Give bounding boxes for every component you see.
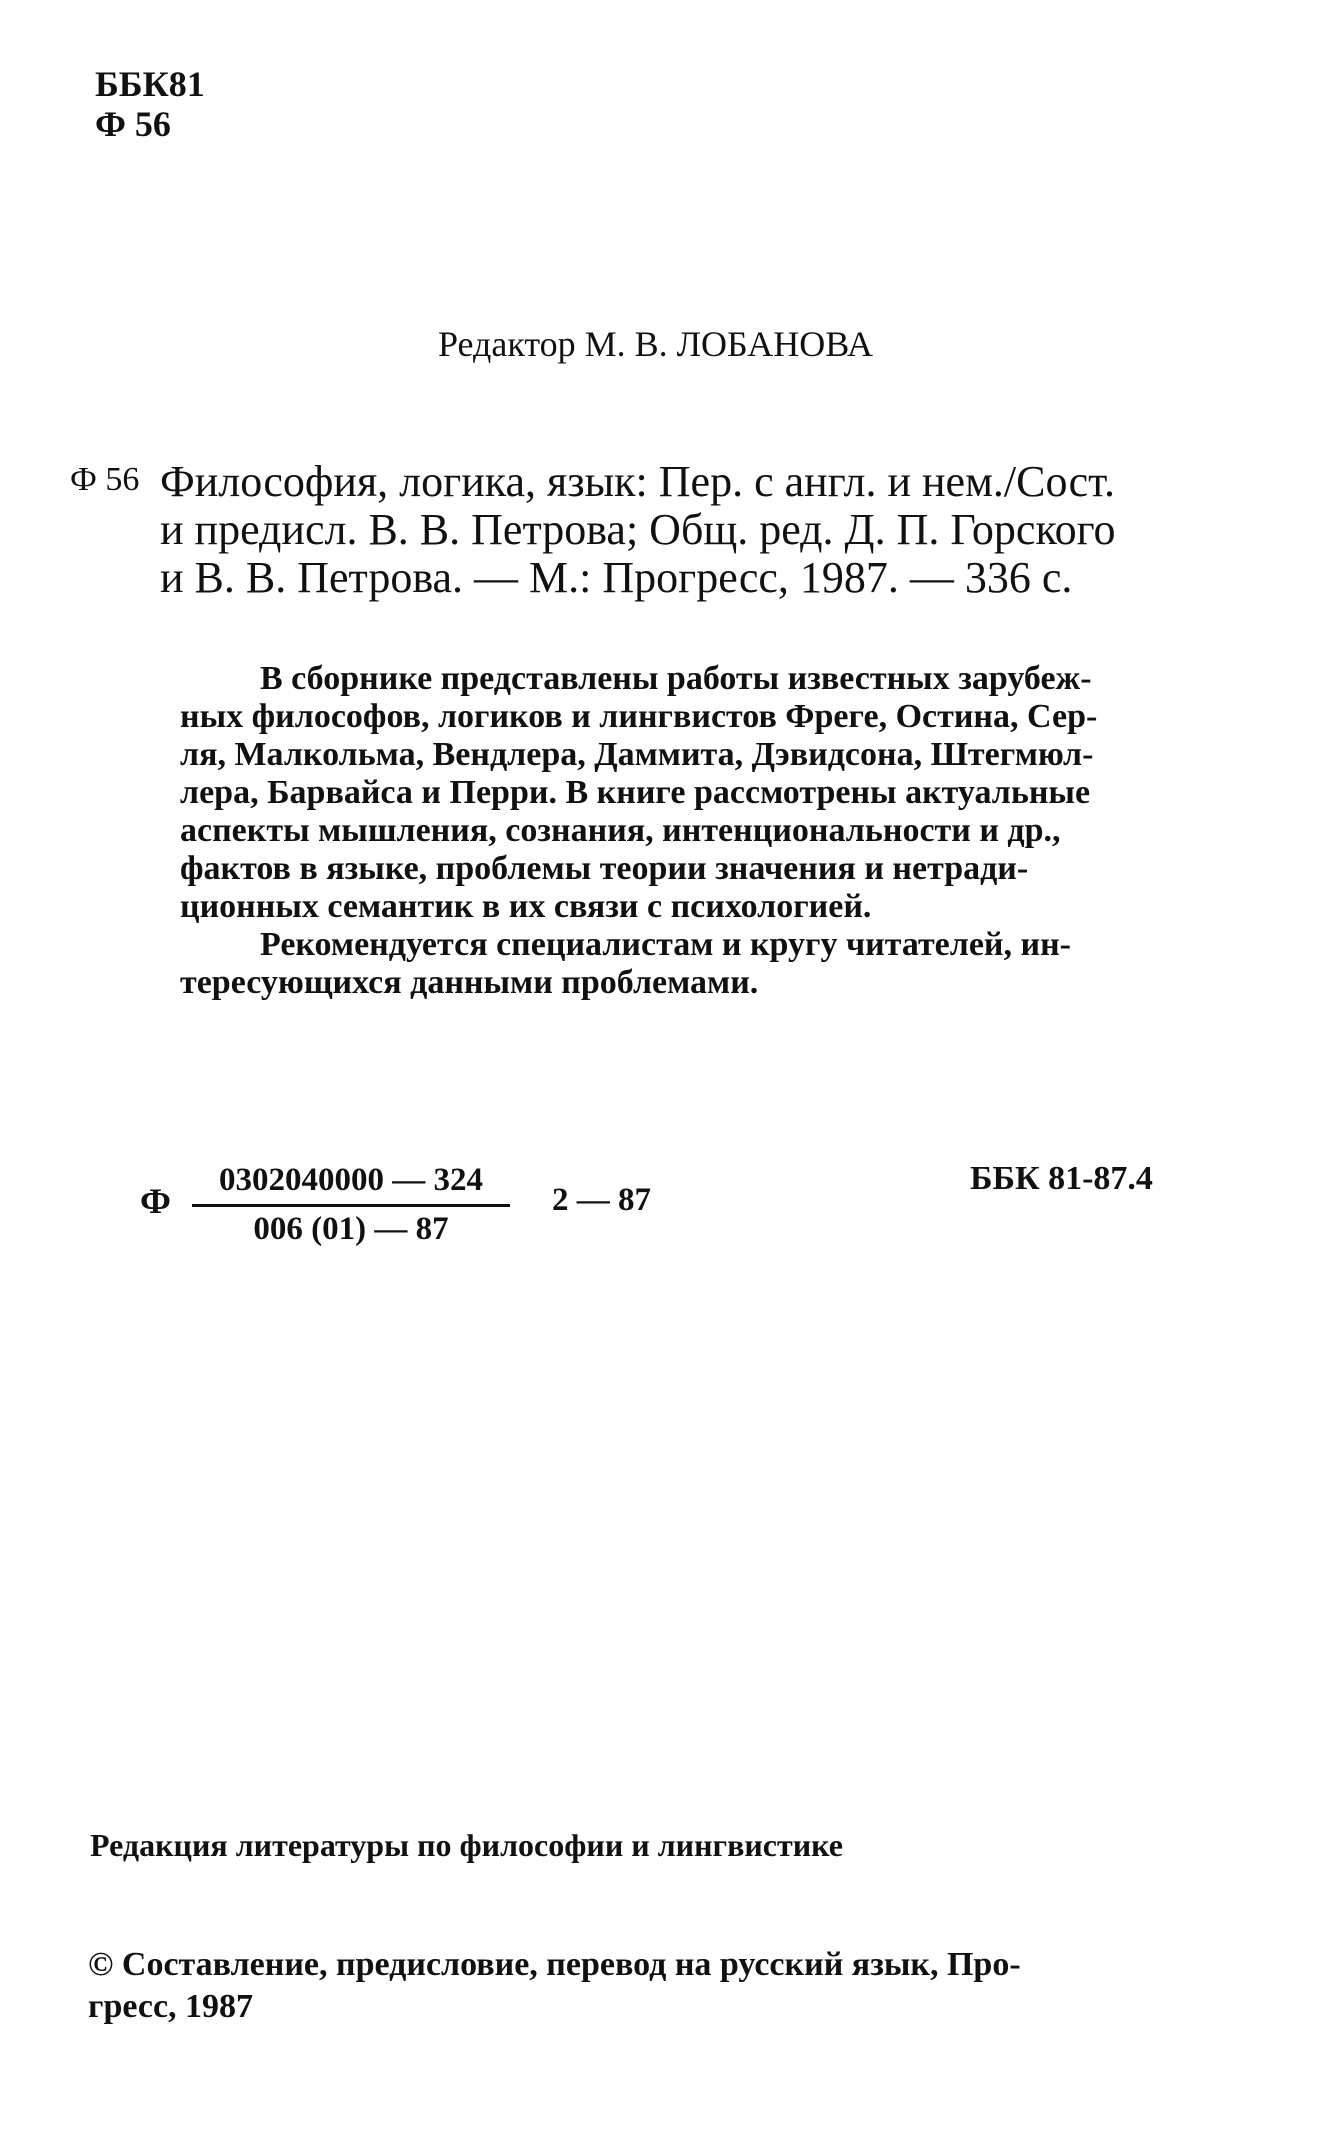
imprint-fraction xyxy=(192,1160,510,1249)
annotation-paragraph xyxy=(180,926,1262,964)
annotation-line: ционных семантик в их связи с психологией. xyxy=(180,888,872,925)
bbk-code: ББК81 xyxy=(95,64,205,104)
entry-line: и предисл. В. В. Петрова; Общ. ред. Д. П. Горского xyxy=(160,505,1116,554)
annotation-line: тересующихся данными проблемами. xyxy=(180,964,759,1001)
copyright-block xyxy=(88,1944,1254,2028)
copyright-line xyxy=(88,1944,1254,1986)
editor-line: Редактор М. В. ЛОБАНОВА xyxy=(438,324,873,364)
annotation-line: В сборнике представлены работы известных зарубеж- xyxy=(260,660,1092,697)
entry-line: Философия, логика, язык: Пер. с англ. и нем./Сост. xyxy=(160,457,1116,506)
annotation-line: лера, Барвайса и Перри. В книге рассмотрены актуальные xyxy=(180,774,1091,811)
imprint-letter: Ф xyxy=(140,1181,171,1221)
annotation-line: аспекты мышления, сознания, интенциональности и др., xyxy=(180,812,1061,849)
bbk-header xyxy=(95,64,205,144)
annotation-line: ля, Малкольма, Вендлера, Даммита, Дэвидсона, Штегмюл- xyxy=(180,736,1094,773)
annotation-line: фактов в языке, проблемы теории значения и нетради- xyxy=(180,850,1029,887)
annotation-paragraph xyxy=(180,660,1262,698)
bibliographic-entry xyxy=(160,458,1260,602)
imprint-code: 2 — 87 xyxy=(552,1182,651,1218)
copyright-symbol: © xyxy=(88,1946,114,1983)
annotation xyxy=(180,660,1262,1002)
copyright-text: Составление, предисловие, перевод на русский язык, Про- xyxy=(121,1946,1021,1983)
entry-code: Ф 56 xyxy=(70,461,140,498)
copyright-line: гресс, 1987 xyxy=(88,1988,254,2025)
author-mark: Ф 56 xyxy=(95,104,171,144)
edition-line: Редакция литературы по философии и лингвистике xyxy=(90,1827,843,1863)
imprint-denominator: 006 (01) — 87 xyxy=(253,1211,449,1247)
annotation-line: Рекомендуется специалистам и кругу читателей, ин- xyxy=(260,926,1072,963)
entry-line: и В. В. Петрова. — М.: Прогресс, 1987. — 336 с. xyxy=(160,553,1073,602)
imprint-numerator: 0302040000 — 324 xyxy=(192,1160,510,1207)
annotation-line: ных философов, логиков и лингвистов Фреге, Остина, Сер- xyxy=(180,698,1098,735)
bbk-index: ББК 81-87.4 xyxy=(970,1160,1153,1197)
